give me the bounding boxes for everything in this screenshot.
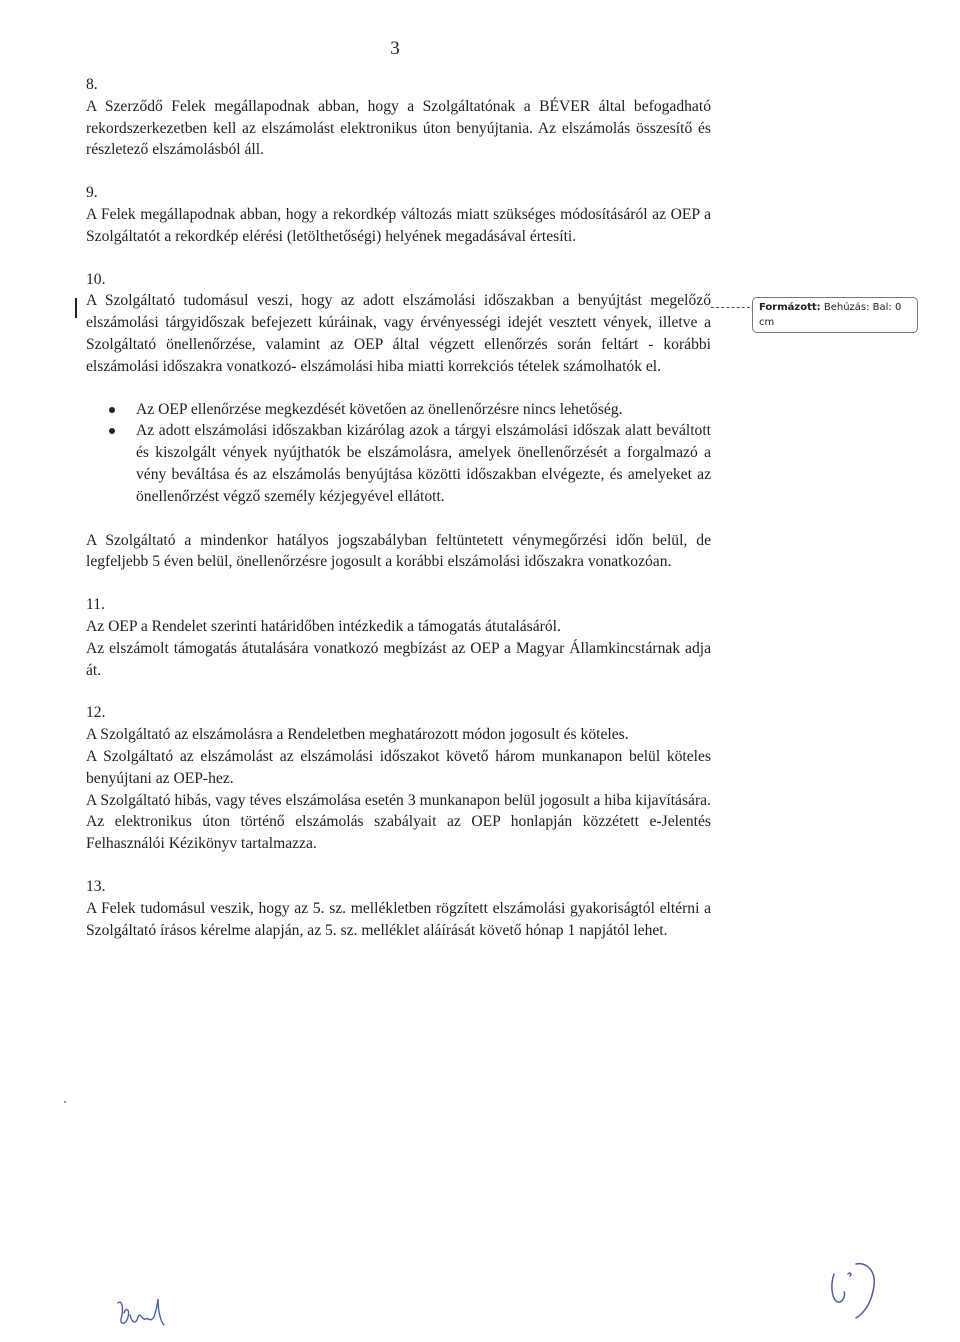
section-9: [86, 182, 711, 247]
paragraph: A Szolgáltató a mindenkor hatályos jogszabályban feltüntetett vénymegőrzési időn belül, de legfeljebb 5 éven belül, önellenőrzésre jogosult a korábbi elszámolási időszakra vonatkozóan.: [86, 531, 711, 571]
paragraph: A Felek tudomásul veszik, hogy az 5. sz. mellékletben rögzített elszámolási gyakoriságtól eltérni a Szolgáltató írásos kérelme alapján, az 5. sz. melléklet aláírását követő hónap 1 napjától lehet.: [86, 899, 711, 939]
section-number: 11.: [86, 596, 105, 614]
comment-text: Behúzás: Bal: 0 cm: [759, 302, 902, 328]
section-number: 9.: [86, 184, 98, 202]
change-bar: [75, 298, 77, 318]
list-item: Az OEP ellenőrzése megkezdését követően az önellenőrzésre nincs lehetőség.: [136, 399, 711, 421]
paragraph: A Felek megállapodnak abban, hogy a rekordkép változás miatt szükséges módosításáról az OEP a Szolgáltatót a rekordkép elérési (letölthetőségi) helyének megadásával értesíti.: [86, 205, 711, 245]
section-10: [86, 269, 711, 378]
section-11: [86, 594, 711, 681]
comment-connector: [711, 307, 755, 308]
section-12: [86, 702, 711, 855]
paragraph: A Szolgáltató hibás, vagy téves elszámolása esetén 3 munkanapon belül jogosult a hiba kijavítására. Az elektronikus úton történő elszámolás szabályait az OEP honlapján közzétett e-Jelentés Felhasználói Kézikönyv tartalmazza.: [86, 791, 711, 853]
section-13: [86, 876, 711, 941]
section-number: 10.: [86, 270, 106, 288]
section-number: 12.: [86, 704, 106, 722]
page-number: 3: [390, 38, 400, 59]
section-8: [86, 74, 711, 161]
document-body: [86, 74, 711, 962]
format-comment[interactable]: [752, 297, 918, 333]
section-10-continued: [86, 530, 711, 574]
section-number: 8.: [86, 76, 98, 93]
scan-speck: [64, 1101, 66, 1103]
paragraph: A Szolgáltató az elszámolásra a Rendeletben meghatározott módon jogosult és köteles.: [86, 726, 629, 744]
paragraph: Az elszámolt támogatás átutalására vonatkozó megbízást az OEP a Magyar Államkincstárnak adja át.: [86, 639, 711, 679]
initials-signature-right: [826, 1256, 888, 1322]
paragraph: A Szolgáltató tudomásul veszi, hogy az adott elszámolási időszakban a benyújtást megelőző elszámolási tárgyidőszak befejezett kúráinak, vagy érvényességi idejét vesztett vények, illetve a Szolgáltató önellenőrzése, valamint az OEP által végzett ellenőrzés során feltárt - korábbi elszámolási időszakra vonatkozó- elszámolási hiba miatti korrekciós tételek számolhatók el.: [86, 292, 711, 375]
paragraph: A Szerződő Felek megállapodnak abban, hogy a Szolgáltatónak a BÉVER által befogadható rekordszerkezetben kell az elszámolást elektronikus úton benyújtania. Az elszámolás összesítő és részletező elszámolásból áll.: [86, 97, 711, 159]
paragraph: Az OEP a Rendelet szerinti határidőben intézkedik a támogatás átutalásáról.: [86, 617, 561, 635]
comment-label: Formázott:: [759, 302, 821, 313]
initials-signature-left: [112, 1295, 174, 1331]
list-item: Az adott elszámolási időszakban kizárólag azok a tárgyi elszámolási időszak alatt beváltott és kiszolgált vények nyújthatók be elszámolásra, amelyek önellenőrzését a forgalmazó a vény beváltása és az elszámolás benyújtása közötti időszakban elvégezte, és amelyeket az önellenőrzést végző személy kézjegyével ellátott.: [136, 420, 711, 507]
section-number: 13.: [86, 877, 106, 895]
bullet-list: [86, 399, 711, 508]
paragraph: A Szolgáltató az elszámolást az elszámolási időszakot követő három munkanapon belül köteles benyújtani az OEP-hez.: [86, 747, 711, 787]
